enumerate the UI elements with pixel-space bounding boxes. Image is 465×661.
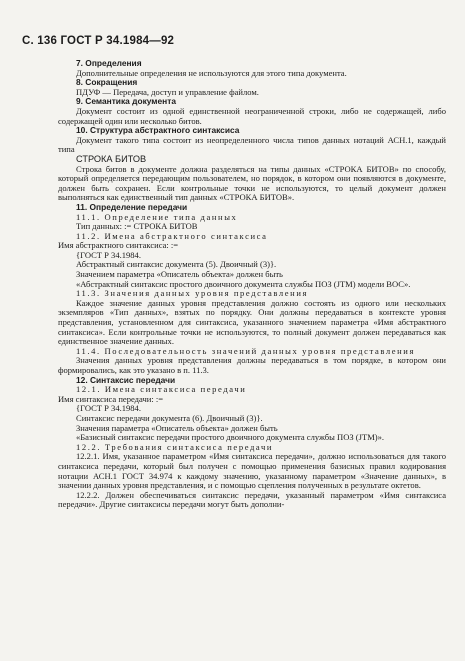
text-paragraph: Документ такого типа состоит из неопределенного числа типов данных нотаций АСН.1, каждый типа — [58, 134, 446, 155]
section-heading: 11. Определение передачи — [76, 201, 188, 212]
text-paragraph: Каждое значение данных уровня представления должно состоять из одного или нескольких экземпляров «Тип данных», взятых по порядку. Они должны передаваться в контексте уровня представления, установленном для синтаксиса, указанного значением параметра «Имя абстрактного синтаксиса». Если контрольные точки не используются, то полный документ должен передаваться как единственное значение данных. — [58, 297, 446, 347]
text-paragraph: 11.4. Последовательность значений данных уровня представления — [76, 345, 415, 356]
text-paragraph: 12.2.2. Должен обеспечиваться синтаксис передачи, указанный параметром «Имя синтаксиса передачи». Другие синтаксисы передачи могут быть дополни- — [58, 489, 446, 510]
text-paragraph: ПДУФ — Передача, доступ и управление файлом. — [76, 86, 259, 97]
text-paragraph: Абстрактный синтаксис документа (5). Двоичный (3)}. — [76, 259, 277, 270]
section-heading: 12. Синтаксис передачи — [76, 374, 176, 385]
text-paragraph: 11.3. Значения данных уровня представления — [76, 288, 309, 299]
text-paragraph: СТРОКА БИТОВ — [76, 153, 147, 164]
text-paragraph: «Базисный синтаксис передачи простого двоичного документа службы ПОЗ (JTM)». — [76, 432, 385, 443]
text-paragraph: Дополнительные определения не используются для этого типа документа. — [76, 67, 347, 78]
text-paragraph: 11.1. Определение типа данных — [76, 211, 238, 222]
section-heading: 10. Структура абстрактного синтаксиса — [76, 125, 240, 136]
text-paragraph: Имя абстрактного синтаксиса: := — [58, 240, 179, 251]
section-heading: 7. Определения — [76, 58, 142, 68]
text-paragraph: 12.2.1. Имя, указанное параметром «Имя синтаксиса передачи», должно использоваться для такого синтаксиса передачи, который был получен с помощью применения базисных правил кодирования нотации АСН.1 ГОСТ 34.974 к каждому значению, указанному параметром «Значение данных», в значении данных уровня представления, и с помощью сцепления полученных в результате октетов. — [58, 451, 446, 491]
text-paragraph: «Абстрактный синтаксис простого двоичного документа службы ПОЗ (JTM) модели ВОС». — [76, 278, 411, 289]
text-paragraph: Значения данных уровня представления должны передаваться в том порядке, в котором они формировались, как это указано в п. 11.3. — [58, 355, 446, 375]
page-header: С. 136 ГОСТ Р 34.1984—92 — [22, 35, 175, 47]
text-paragraph: Синтаксис передачи документа (6). Двоичный (3)}. — [76, 412, 263, 423]
text-paragraph: 12.2. Требования синтаксиса передачи — [76, 441, 274, 452]
text-paragraph: Значением параметра «Описатель объекта» должен быть — [76, 269, 283, 280]
text-paragraph: Значения параметра «Описатель объекта» должен быть — [76, 422, 278, 433]
text-paragraph: 11.2. Имена абстрактного синтаксиса — [76, 230, 268, 241]
section-heading: 8. Сокращения — [76, 77, 138, 88]
section-heading: 9. Семантика документа — [76, 96, 176, 107]
document-body — [58, 59, 446, 510]
text-paragraph: {ГОСТ Р 34.1984. — [76, 403, 141, 414]
text-paragraph: Строка битов в документе должна разделяться на типы данных «СТРОКА БИТОВ» по способу, который определяется передающим пользователем, но порядок, в котором они появляются в документе, должен быть сохранен. Если контрольные точки не используются, то целый документ должен выполняться как единственный тип данных «СТРОКА БИТОВ». — [58, 163, 446, 203]
text-paragraph: Имя синтаксиса передачи: := — [58, 393, 164, 404]
text-paragraph: Тип данных: := СТРОКА БИТОВ — [76, 221, 198, 232]
text-paragraph: Документ состоит из одной единственной неограниченной строки, либо не содержащей, либо содержащей один или несколько битов. — [58, 105, 446, 126]
text-paragraph: 12.1. Имена синтаксиса передачи — [76, 384, 247, 395]
text-paragraph: {ГОСТ Р 34.1984. — [76, 249, 141, 260]
